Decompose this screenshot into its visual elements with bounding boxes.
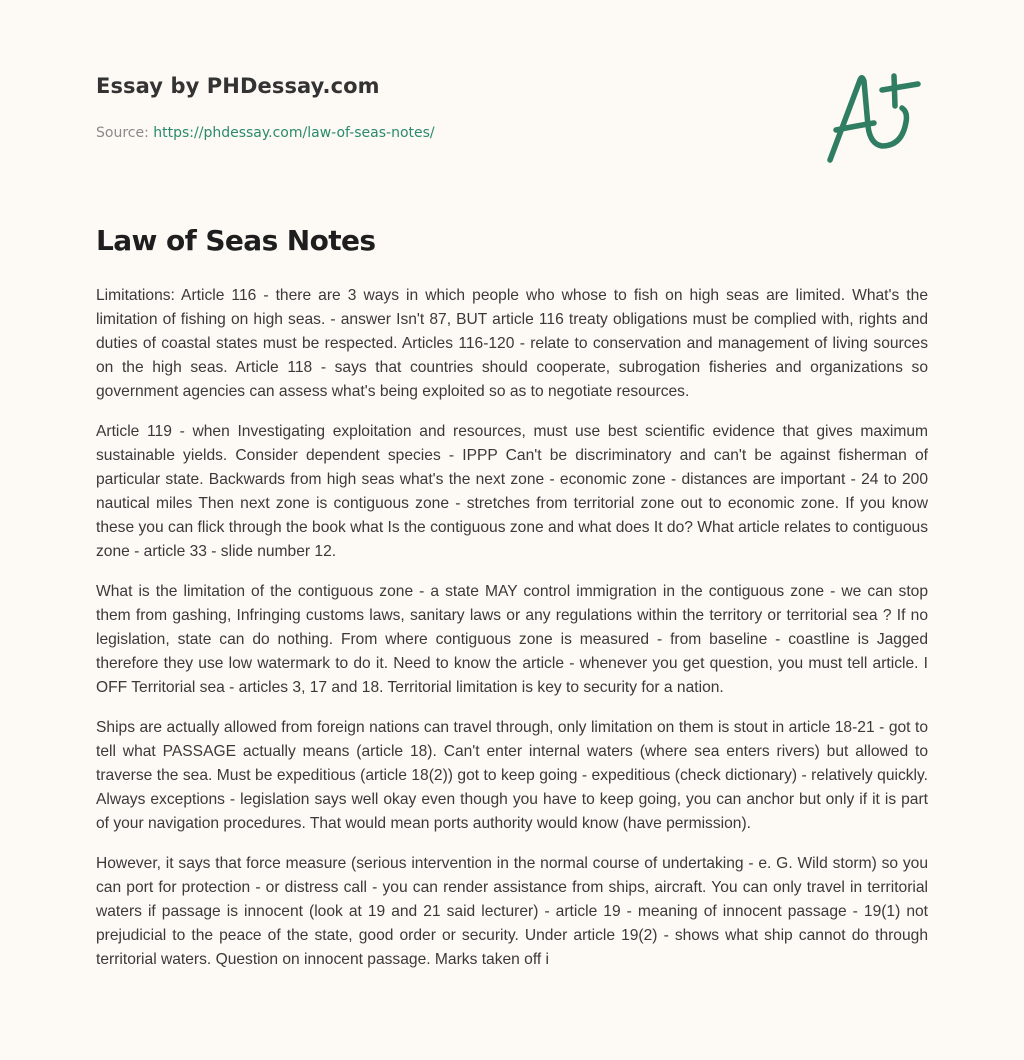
a-plus-grade-icon xyxy=(822,66,930,166)
site-title: Essay by PHDessay.com xyxy=(96,74,380,98)
paragraph: Ships are actually allowed from foreign nations can travel through, only limitation on them is stout in article 18-21 - got to tell what PASSAGE actually means (article 18). Can't enter internal waters (where sea enters rivers) but allowed to traverse the sea. Must be expeditious (article 18(2)) got to keep going - expeditious (check dictionary) - relatively quickly. Always exceptions - legislation says well okay even though you have to keep going, you can anchor but only if it is part of your navigation procedures. That would mean ports authority would know (have permission). xyxy=(96,719,928,832)
page-header xyxy=(96,74,928,141)
document-title: Law of Seas Notes xyxy=(96,224,376,257)
paragraph: Article 119 - when Investigating exploitation and resources, must use best scientific evidence that gives maximum sustainable yields. Consider dependent species - IPPP Can't be discriminatory and can't be against fisherman of particular state. Backwards from high seas what's the next zone - economic zone - distances are important - 24 to 200 nautical miles Then next zone is contiguous zone - stretches from territorial zone out to economic zone. If you know these you can flick through the book what Is the contiguous zone and what does It do? What article relates to contiguous zone - article 33 - slide number 12. xyxy=(96,423,928,560)
source-line xyxy=(96,125,435,141)
source-link[interactable]: https://phdessay.com/law-of-seas-notes/ xyxy=(153,125,435,141)
paragraph: Limitations: Article 116 - there are 3 ways in which people who whose to fish on high seas are limited. What's the limitation of fishing on high seas. - answer Isn't 87, BUT article 116 treaty obligations must be complied with, rights and duties of coastal states must be respected. Articles 116-120 - relate to conservation and management of living sources on the high seas. Article 118 - says that countries should cooperate, subrogation fisheries and organizations so government agencies can assess what's being exploited so as to negotiate resources. xyxy=(96,287,928,400)
source-label: Source: xyxy=(96,125,154,141)
paragraph: What is the limitation of the contiguous zone - a state MAY control immigration in the contiguous zone - we can stop them from gashing, Infringing customs laws, sanitary laws or any regulations within the territory or territorial sea ? If no legislation, state can do nothing. From where contiguous zone is measured - from baseline - coastline is Jagged therefore they use low watermark to do it. Need to know the article - whenever you get question, you must tell article. I OFF Territorial sea - articles 3, 17 and 18. Territorial limitation is key to security for a nation. xyxy=(96,583,928,696)
essay-body xyxy=(96,284,928,988)
paragraph: However, it says that force measure (serious intervention in the normal course of undertaking - e. G. Wild storm) so you can port for protection - or distress call - you can render assistance from ships, aircraft. You can only travel in territorial waters if passage is innocent (look at 19 and 21 said lecturer) - article 19 - meaning of innocent passage - 19(1) not prejudicial to the peace of the state, good order or security. Under article 19(2) - shows what ship cannot do through territorial waters. Question on innocent passage. Marks taken off i xyxy=(96,855,928,968)
